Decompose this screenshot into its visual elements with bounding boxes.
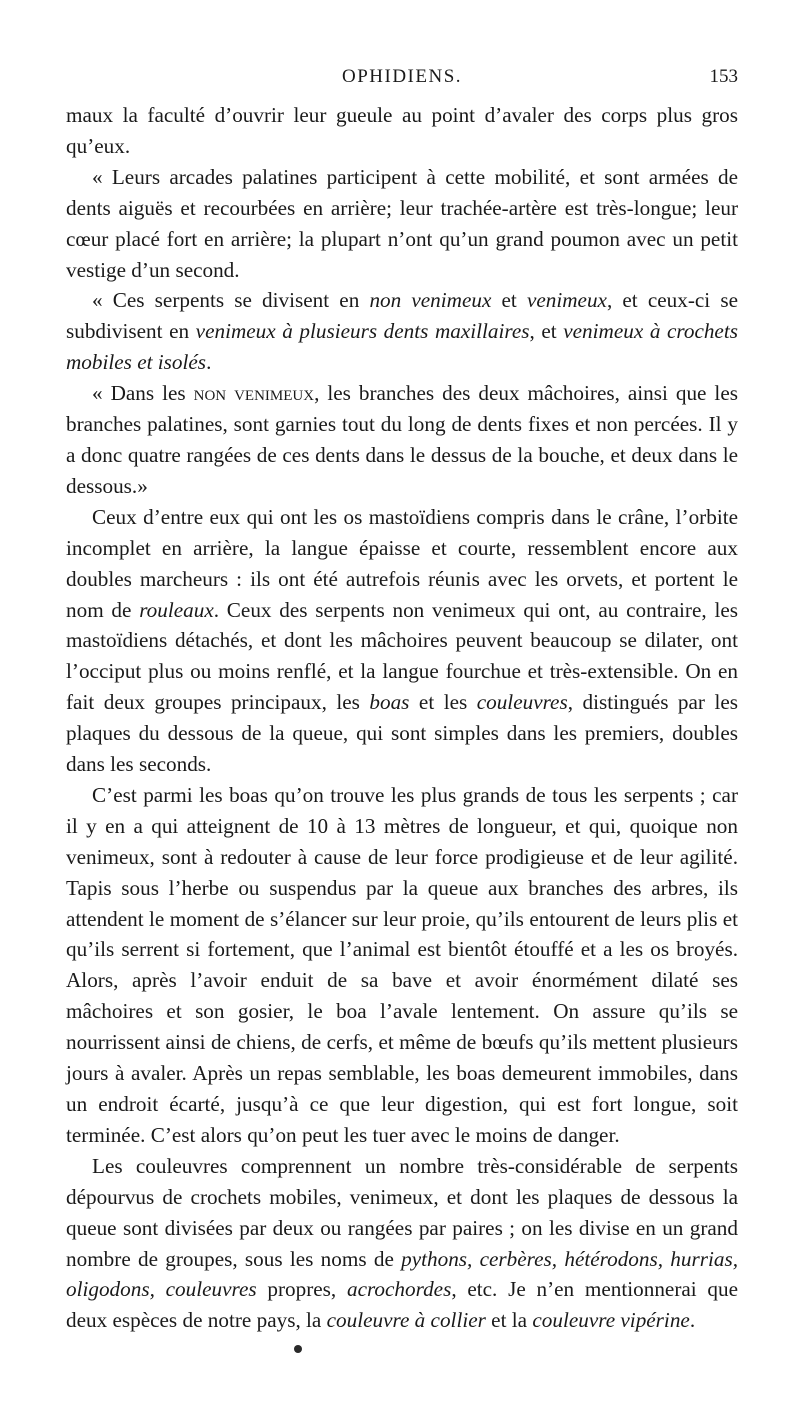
text-run: et les	[409, 690, 477, 715]
text-run: C’est parmi les boas qu’on trouve les plus grands de tous les serpents ; car il y en a qui atteignent de 10 à 13 mètres de longueur, et qui, quoique non venimeux, sont à redouter à cause de leur force prodigieuse et de leur agilité. Tapis sous l’herbe ou suspendus par la queue aux branches des arbres, ils attendent le moment de s’élancer sur leur proie, qu’ils entourent de leurs plis et qu’ils serrent si fortement, que l’animal est bientôt étouffé et a les os broyés. Alors, après l’avoir enduit de sa bave et avoir énormément dilaté ses mâchoires et son gosier, le boa l’avale lentement. On assure qu’ils se nourrissent ainsi de chiens, de cerfs, et même de bœufs qu’ils mettent plusieurs jours à avaler. Après un repas semblable, les boas demeurent immobiles, dans un endroit écarté, jusqu’à ce que leur digestion, qui est fort longue, soit terminée. C’est alors qu’on peut les tuer avec le moins de danger.	[66, 782, 738, 1147]
italic-term: couleuvres	[476, 690, 568, 715]
text-run: . Ceux des serpents non venimeux qui ont, au contraire, les mastoïdiens détachés, et dont les mâchoires peuvent beaucoup se dilater, ont l’occiput plus ou moins renflé, et la langue fourchue et très-extensible. On en fait deux groupes principaux, les	[66, 597, 738, 715]
text-run: .	[689, 1308, 696, 1333]
page-number: 153	[709, 66, 738, 87]
paragraph	[66, 780, 738, 1151]
text-run: .	[206, 350, 212, 375]
italic-term: venimeux	[526, 288, 607, 313]
paragraph	[66, 100, 738, 162]
text-run: « Leurs arcades palatines participent à cette mobilité, et sont armées de dents aiguës et recourbées en arrière; leur trachée-artère est très-longue; leur cœur placé fort en arrière; la plupart n’ont qu’un grand poumon avec un petit vestige d’un second.	[66, 164, 738, 282]
italic-term: non venimeux	[369, 288, 492, 313]
italic-term: couleuvre à collier	[326, 1308, 486, 1333]
italic-term: couleuvre vipérine	[532, 1308, 690, 1333]
text-run: , et	[529, 319, 564, 344]
text-run: , et ceux-ci se subdivisent en	[66, 288, 738, 344]
italic-term: venimeux à crochets mobiles et isolés	[66, 319, 738, 375]
text-run: « Ces serpents se divisent en	[92, 288, 370, 313]
paragraph	[66, 502, 738, 780]
text-run: Les couleuvres comprennent un nombre très-considérable de serpents dépourvus de crochets mobiles, venimeux, et dont les plaques de dessous la queue sont divisées par deux ou rangées par paires ; on les divise en un grand nombre de groupes, sous les noms de	[66, 1153, 738, 1271]
text-run: , etc. Je n’en mentionnerai que deux espèces de notre pays, la	[66, 1277, 739, 1333]
italic-term: acrochordes	[346, 1277, 452, 1302]
paragraph	[66, 285, 738, 378]
text-run: et la	[485, 1308, 533, 1333]
text-run: maux la faculté d’ouvrir leur gueule au point d’avaler des corps plus gros qu’eux.	[66, 103, 738, 158]
text-run: « Dans les	[92, 381, 194, 406]
small-caps-term: non venimeux	[193, 381, 315, 406]
paragraph	[66, 1151, 738, 1336]
page-header	[66, 66, 738, 96]
running-head: OPHIDIENS.	[341, 66, 463, 87]
body-text	[66, 100, 738, 1336]
text-run: et	[491, 288, 527, 313]
paragraph	[66, 378, 738, 502]
printer-mark-dot	[294, 1345, 302, 1353]
text-run: Ceux d’entre eux qui ont les os mastoïdiens compris dans le crâne, l’orbite incomplet en arrière, la langue épaisse et courte, ressemblent encore aux doubles marcheurs : ils ont été autrefois réunis avec les orvets, et portent le nom de	[66, 504, 738, 622]
paragraph	[66, 162, 738, 286]
italic-term: pythons, cerbères, hétérodons, hurrias, oligodons, couleuvres	[66, 1246, 738, 1302]
italic-term: venimeux à plusieurs dents maxillaires	[195, 319, 530, 344]
text-run: propres,	[256, 1277, 347, 1302]
italic-term: rouleaux	[139, 597, 214, 622]
italic-term: boas	[369, 690, 410, 715]
text-run: , les branches des deux mâchoires, ainsi que les branches palatines, sont garnies tout du long de dents fixes et non percées. Il y a donc quatre rangées de ces dents dans le dessus de la bouche, et deux dans le dessous.»	[66, 381, 738, 498]
text-run: , distingués par les plaques du dessous de la queue, qui sont simples dans les premiers, doubles dans les seconds.	[66, 690, 739, 777]
